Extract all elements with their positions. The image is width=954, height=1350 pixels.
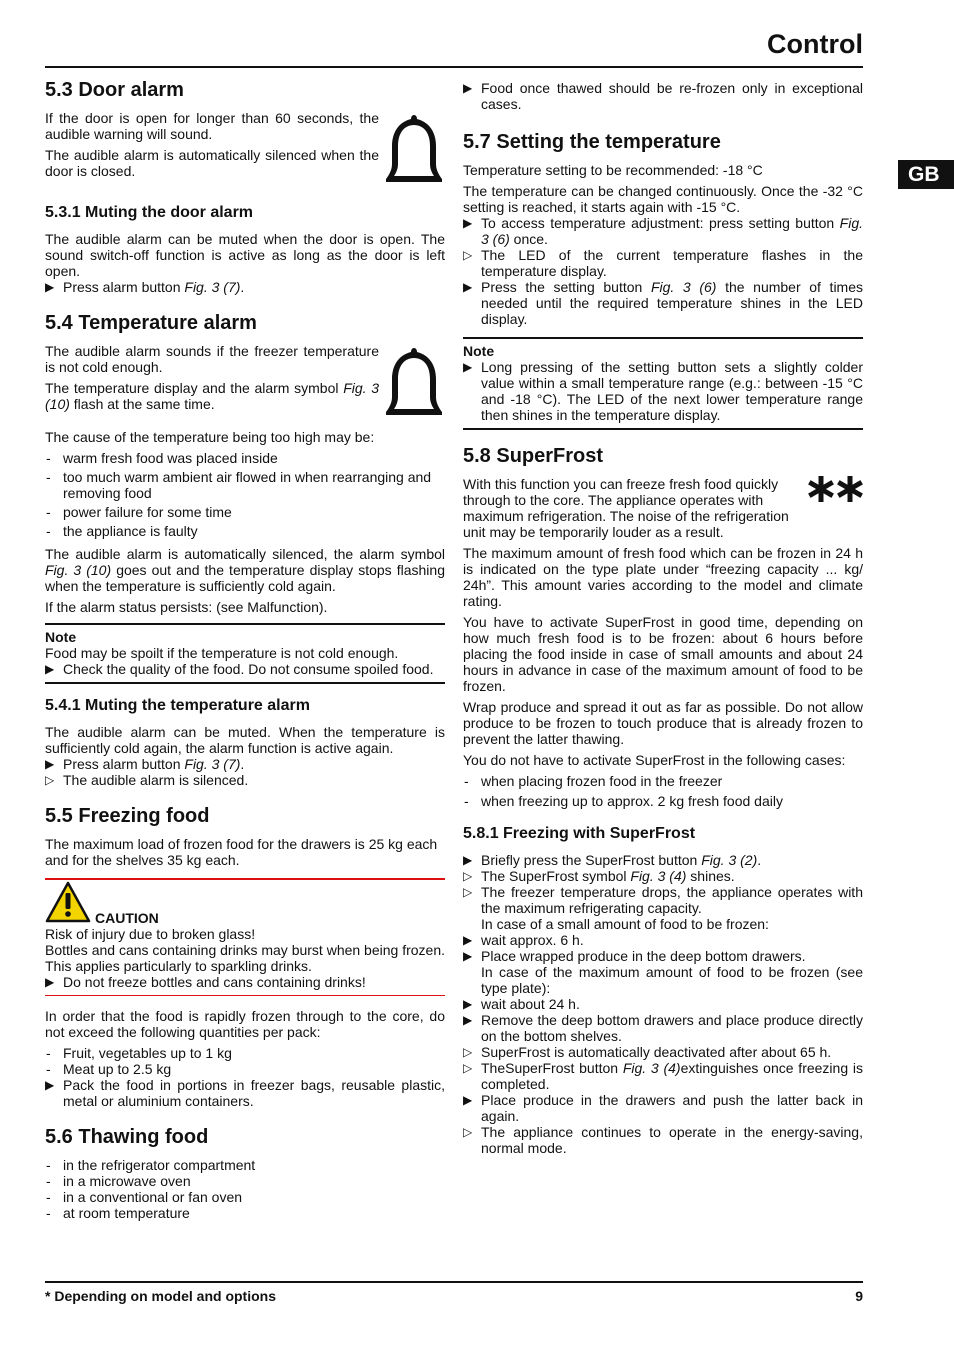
- paragraph: The temperature can be changed continuously. Once the -32 °C setting is reached, it starts again with -15 °C.: [463, 183, 863, 215]
- section-5-7-title: 5.7 Setting the temperature: [463, 131, 721, 153]
- result-item: ▷ TheSuperFrost button Fig. 3 (4)extinguishes once freezing is completed.: [463, 1060, 863, 1092]
- result-item: ▷ SuperFrost is automatically deactivated after about 65 h.: [463, 1044, 832, 1060]
- paragraph: The audible alarm is automatically silenced when the door is closed.: [45, 147, 379, 179]
- cause-list: [45, 450, 445, 539]
- step-item: ▶ Briefly press the SuperFrost button Fig. 3 (2).: [463, 852, 762, 868]
- bell-icon: [379, 343, 445, 421]
- step-arrow-icon: ▶: [463, 280, 473, 294]
- paragraph: Temperature setting to be recommended: -18 °C: [463, 162, 763, 178]
- paragraph: If the door is open for longer than 60 seconds, the audible warning will sound.: [45, 110, 379, 142]
- footer-rule: [45, 1281, 863, 1283]
- paragraph: You do not have to activate SuperFrost in the following cases:: [463, 752, 846, 768]
- result-arrow-icon: ▷: [463, 1061, 473, 1075]
- list-item: - in a conventional or fan oven: [46, 1189, 243, 1205]
- header-rule: [45, 66, 863, 68]
- paragraph: The temperature display and the alarm symbol Fig. 3 (10) flash at the same time.: [45, 380, 379, 412]
- result-item: ▷ The SuperFrost symbol Fig. 3 (4) shines.: [463, 868, 735, 884]
- list-item: - Fruit, vegetables up to 1 kg: [46, 1045, 232, 1061]
- section-5-6-title: 5.6 Thawing food: [45, 1126, 209, 1148]
- section-5-4-title: 5.4 Temperature alarm: [45, 312, 257, 334]
- paragraph: The maximum load of frozen food for the drawers is 25 kg each and for the shelves 35 kg each.: [45, 836, 438, 868]
- list-item: - power failure for some time: [46, 504, 232, 520]
- step-item: ▶ Do not freeze bottles and cans containing drinks!: [45, 974, 366, 990]
- paragraph: In order that the food is rapidly frozen through to the core, do not exceed the following quantities per pack:: [45, 1008, 445, 1040]
- result-arrow-icon: ▷: [463, 1125, 473, 1139]
- result-item: ▷ The appliance continues to operate in the energy-saving, normal mode.: [463, 1124, 863, 1156]
- step-arrow-icon: ▶: [463, 81, 473, 95]
- result-arrow-icon: ▷: [463, 885, 473, 899]
- note-title: Note: [463, 343, 495, 359]
- list-item: - too much warm ambient air flowed in when rearranging and removing food: [46, 469, 432, 501]
- paragraph: The audible alarm is automatically silenced, the alarm symbol Fig. 3 (10) goes out and the temperature display stops flashing when the temperature is sufficiently cold again.: [45, 546, 445, 594]
- step-arrow-icon: ▶: [45, 280, 55, 294]
- step-arrow-icon: ▶: [45, 1078, 55, 1092]
- step-item: ▶ Place produce in the drawers and push the latter back in again.: [463, 1092, 863, 1124]
- list-item: - in the refrigerator compartment: [46, 1157, 256, 1173]
- step-arrow-icon: ▶: [45, 662, 55, 676]
- step-item: ▶ wait about 24 h.: [463, 996, 580, 1012]
- step-item: ▶ Press alarm button Fig. 3 (7).: [45, 756, 245, 772]
- result-arrow-icon: ▷: [463, 869, 473, 883]
- step-arrow-icon: ▶: [463, 1013, 473, 1027]
- section-5-8-title: 5.8 SuperFrost: [463, 445, 604, 467]
- step-arrow-icon: ▶: [463, 997, 473, 1011]
- result-arrow-icon: ▷: [45, 773, 55, 787]
- continuation-text: In case of a small amount of food to be frozen:: [481, 916, 769, 932]
- door-alarm-block: [45, 110, 445, 188]
- result-item: ▷ The audible alarm is silenced.: [45, 772, 249, 788]
- list-item: - the appliance is faulty: [46, 523, 198, 539]
- caution-label: CAUTION: [95, 910, 159, 926]
- superfrost-stars: [801, 476, 863, 502]
- list-item: - warm fresh food was placed inside: [46, 450, 278, 466]
- footer-note: * Depending on model and options: [45, 1288, 276, 1304]
- paragraph: If the alarm status persists: (see Malfunction).: [45, 599, 328, 615]
- step-item: ▶ Pack the food in portions in freezer bags, reusable plastic, metal or aluminium containers.: [45, 1077, 445, 1109]
- paragraph: The audible alarm can be muted. When the temperature is sufficiently cold again, the alarm function is active again.: [45, 724, 445, 756]
- warning-icon: [45, 881, 91, 926]
- step-item: ▶ Place wrapped produce in the deep bottom drawers.: [463, 948, 806, 964]
- step-item: ▶ Remove the deep bottom drawers and place produce directly on the bottom shelves.: [463, 1012, 863, 1044]
- paragraph: The maximum amount of fresh food which can be frozen in 24 h is indicated on the type plate under “freezing capacity ... kg/ 24h”. This amount varies according to the model and climate rating.: [463, 545, 863, 609]
- page-title: Control: [767, 29, 863, 59]
- paragraph: Wrap produce and spread it out as far as possible. Do not allow produce to be frozen to touch produce that is already frozen to prevent the latter thawing.: [463, 699, 863, 747]
- section-5-8-1-title: 5.8.1 Freezing with SuperFrost: [463, 825, 696, 842]
- step-arrow-icon: ▶: [463, 933, 473, 947]
- result-item: ▷ The freezer temperature drops, the appliance operates with the maximum refrigerating capacity.: [463, 884, 863, 916]
- paragraph: You have to activate SuperFrost in good time, depending on how much fresh food is to be frozen: about 6 hours before placing the food inside in case of small amounts and about 24 hours in advance in case of the maximum amount of food to be frozen.: [463, 614, 863, 694]
- note-title: Note: [45, 629, 77, 645]
- step-arrow-icon: ▶: [463, 216, 473, 230]
- list-item: - at room temperature: [46, 1205, 190, 1221]
- step-arrow-icon: ▶: [45, 757, 55, 771]
- step-arrow-icon: ▶: [463, 949, 473, 963]
- step-item: ▶ To access temperature adjustment: press setting button Fig. 3 (6) once.: [463, 215, 863, 247]
- step-item: ▶ Press alarm button Fig. 3 (7).: [45, 279, 245, 295]
- note-box: [45, 623, 445, 684]
- step-item: ▶ Press the setting button Fig. 3 (6) the number of times needed until the required temperature shines in the LED display.: [463, 279, 864, 327]
- step-arrow-icon: ▶: [45, 975, 55, 989]
- result-item: ▷ The LED of the current temperature flashes in the temperature display.: [463, 247, 863, 279]
- caution-box: [45, 878, 445, 996]
- right-column: [463, 80, 863, 1156]
- note-box: [463, 337, 863, 430]
- paragraph: The audible alarm can be muted when the door is open. The sound switch-off function is active as long as the door is left open.: [45, 231, 445, 279]
- step-arrow-icon: ▶: [463, 853, 473, 867]
- note-text: Food may be spoilt if the temperature is not cold enough.: [45, 645, 399, 661]
- step-item: ▶ Check the quality of the food. Do not consume spoiled food.: [45, 661, 434, 677]
- step-arrow-icon: ▶: [463, 1093, 473, 1107]
- paragraph: The audible alarm sounds if the freezer temperature is not cold enough.: [45, 343, 379, 375]
- list-item: - when placing frozen food in the freezer: [464, 773, 723, 789]
- superfrost-block: [463, 476, 863, 545]
- step-item: ▶ Long pressing of the setting button sets a slightly colder value within a small temperature range (e.g.: between -15 °C and -18 °C). The LED of the next lower temperature range then shines in the temperature display.: [463, 359, 863, 423]
- paragraph: The cause of the temperature being too high may be:: [45, 429, 375, 445]
- list-item: - when freezing up to approx. 2 kg fresh food daily: [464, 793, 783, 809]
- bell-icon: [379, 110, 445, 188]
- result-arrow-icon: ▷: [463, 248, 473, 262]
- step-item: ▶ wait approx. 6 h.: [463, 932, 584, 948]
- list-item: - in a microwave oven: [46, 1173, 191, 1189]
- caution-text: Bottles and cans containing drinks may burst when being frozen. This applies particularly to sparkling drinks.: [45, 942, 446, 974]
- paragraph: With this function you can freeze fresh food quickly through to the core. The appliance operates with maximum refrigeration. The noise of the refrigeration unit may be temporarily louder as a result.: [463, 476, 789, 540]
- result-arrow-icon: ▷: [463, 1045, 473, 1059]
- star-icon: [837, 476, 863, 502]
- step-arrow-icon: ▶: [463, 360, 473, 374]
- step-item: ▶ Food once thawed should be re-frozen only in exceptional cases.: [463, 80, 863, 112]
- temp-alarm-block: [45, 343, 445, 421]
- left-column: [45, 78, 445, 1221]
- section-5-4-1-title: 5.4.1 Muting the temperature alarm: [45, 697, 310, 714]
- section-5-3-title: 5.3 Door alarm: [45, 79, 184, 101]
- section-5-3-1-title: 5.3.1 Muting the door alarm: [45, 204, 254, 221]
- page-number: 9: [855, 1288, 863, 1304]
- language-tab: GB: [898, 160, 954, 189]
- list-item: - Meat up to 2.5 kg: [46, 1061, 172, 1077]
- caution-text: Risk of injury due to broken glass!: [45, 926, 256, 942]
- star-icon: [808, 476, 834, 502]
- section-5-5-title: 5.5 Freezing food: [45, 805, 210, 827]
- continuation-text: In case of the maximum amount of food to be frozen (see type plate):: [481, 964, 863, 996]
